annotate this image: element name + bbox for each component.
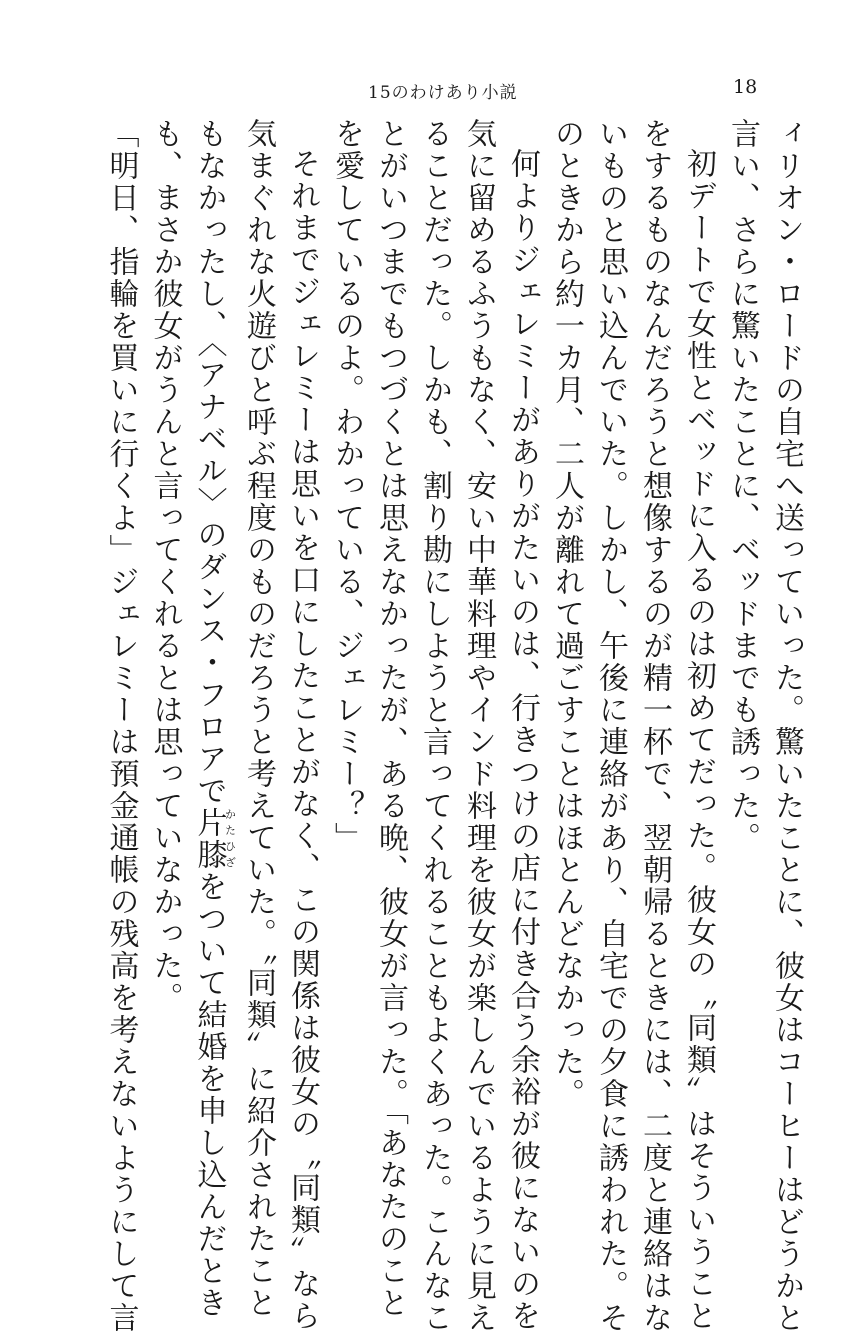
running-title: 15のわけあり小説	[368, 83, 518, 103]
text-line: も、まさか彼女がうんと言ってくれるとは思っていなかった。	[147, 118, 183, 1014]
text-line: ることだった。しかも、割り勘にしようと言ってくれることもよくあった。こんなこ	[417, 118, 452, 1334]
text-line: とがいつまでもつづくとは思えなかったが、ある晩、彼女が言った。「あなたのこと	[373, 118, 408, 1319]
ruby-reading: かたひざ	[223, 807, 237, 871]
text-line: を愛しているのよ。わかっている、ジェレミー？」	[329, 118, 364, 854]
page-header	[0, 78, 841, 108]
vertical-body-text	[103, 118, 808, 1334]
text-line: 初デートで女性とベッドに入るのは初めてだった。彼女の〝同類〟はそういうこと	[681, 148, 716, 1332]
text-line-with-ruby	[187, 118, 237, 1319]
page-number: 18	[733, 76, 758, 98]
text-line: 「明日、指輪を買いに行くよ」ジェレミーは預金通帳の残高を考えないようにして言	[103, 118, 139, 1334]
text-line: 気まぐれな火遊びと呼ぶ程度のものだろうと考えていた。〝同類〟に紹介されたこと	[241, 118, 276, 1319]
text-line: それまでジェレミーは思いを口にしたことがなく、この関係は彼女の〝同類〟なら	[285, 148, 320, 1332]
text-line: のときから約一カ月、二人が離れて過ごすことはほとんどなかった。	[549, 118, 584, 1110]
text-line: 言い、さらに驚いたことに、ベッドまでも誘った。	[725, 118, 760, 854]
text-segment: もなかったし、〈アナベル〉のダンス・フロアで	[191, 118, 227, 807]
text-line: 気に留めるふうもなく、安い中華料理やインド料理を彼女が楽しんでいるように見え	[461, 118, 496, 1334]
text-line: 何よりジェレミーがありがたいのは、行きつけの店に付き合う余裕が彼にないのを	[505, 148, 540, 1332]
text-line: いものと思い込んでいた。しかし、午後に連絡があり、自宅での夕食に誘われた。そ	[593, 118, 628, 1334]
text-line: ィリオン・ロードの自宅へ送っていった。驚いたことに、彼女はコーヒーはどうかと	[769, 118, 804, 1334]
text-line: をするものなんだろうと想像するのが精一杯で、翌朝帰るときには、二度と連絡はな	[637, 118, 672, 1334]
ruby-base: 片膝	[191, 807, 227, 871]
text-segment: をついて結婚を申し込んだとき	[191, 871, 227, 1319]
ruby-annotation	[191, 807, 237, 871]
